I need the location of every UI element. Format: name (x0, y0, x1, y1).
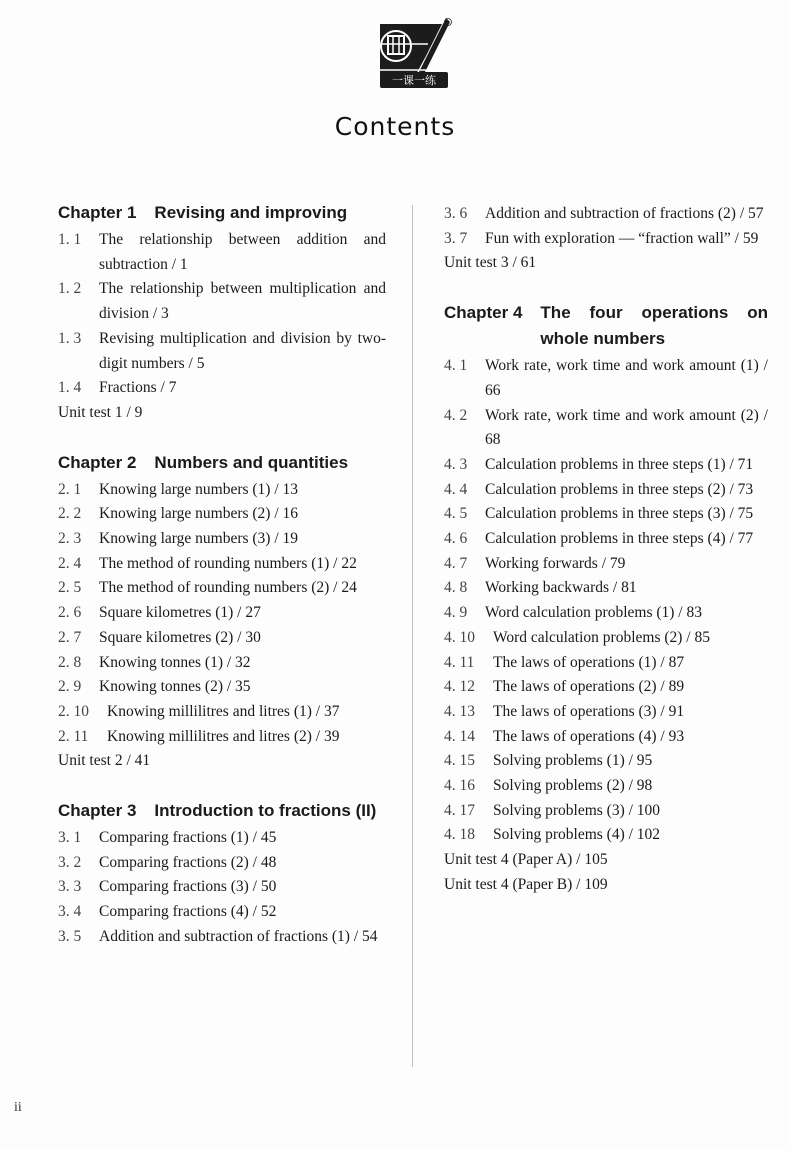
toc-entry[interactable] (444, 576, 768, 601)
entry-title: Word calculation problems (1) / 83 (485, 604, 702, 622)
toc-entry[interactable] (444, 601, 768, 626)
entry-number: 4. 11 (444, 653, 475, 671)
entry-title: Work rate, work time and work amount (2) / 68 (485, 406, 768, 449)
toc-entry[interactable] (58, 376, 386, 401)
toc-entry[interactable] (444, 202, 768, 227)
entry-title: Comparing fractions (2) / 48 (99, 853, 277, 871)
entry-number: 2. 1 (58, 480, 82, 498)
chapter-label: Chapter 3 (58, 801, 137, 821)
chapter-3-continued (444, 202, 768, 276)
toc-entry[interactable] (58, 851, 386, 876)
entry-number: 4. 12 (444, 678, 475, 696)
publisher-logo (376, 18, 452, 90)
chapter-2 (58, 450, 386, 774)
entry-title: Calculation problems in three steps (4) / 77 (485, 530, 754, 548)
entry-number: 2. 5 (58, 579, 82, 597)
entry-number: 4. 3 (444, 455, 468, 473)
toc-entry[interactable] (444, 354, 768, 403)
entry-title: Solving problems (2) / 98 (493, 777, 653, 795)
toc-entry[interactable] (444, 823, 768, 848)
entry-title: Square kilometres (1) / 27 (99, 604, 261, 622)
entry-number: 4. 16 (444, 777, 475, 795)
toc-entry[interactable] (58, 826, 386, 851)
toc-entry[interactable] (58, 925, 386, 950)
entry-number: 2. 7 (58, 628, 82, 646)
entry-title: The laws of operations (2) / 89 (493, 678, 685, 696)
entry-number: 3. 1 (58, 829, 82, 847)
entry-number: 1. 1 (58, 231, 82, 248)
toc-entry[interactable] (58, 327, 386, 376)
chapter-heading (58, 450, 386, 476)
chapter-heading (444, 300, 768, 352)
toc-entry[interactable] (444, 502, 768, 527)
entry-number: 3. 5 (58, 927, 82, 945)
entry-title: Word calculation problems (2) / 85 (493, 628, 710, 646)
toc-entry[interactable] (444, 651, 768, 676)
entry-number: 4. 10 (444, 628, 475, 646)
toc-entry[interactable] (444, 478, 768, 503)
entry-title: The laws of operations (3) / 91 (493, 702, 685, 720)
entry-title: The laws of operations (4) / 93 (493, 727, 685, 745)
entry-number: 4. 7 (444, 554, 468, 572)
entry-number: 4. 8 (444, 579, 468, 597)
entry-number: 4. 15 (444, 752, 475, 770)
entry-title: Fun with exploration — “fraction wall” / 59 (485, 229, 759, 247)
chapter-4 (444, 300, 768, 897)
unit-test-entry[interactable]: Unit test 2 / 41 (58, 752, 151, 770)
chapter-title: Numbers and quantities (154, 452, 349, 472)
entry-title: Calculation problems in three steps (3) / 75 (485, 505, 754, 523)
entry-title: Knowing tonnes (2) / 35 (99, 678, 251, 696)
toc-entry[interactable] (58, 651, 386, 676)
chapter-title: The four operations on whole numbers (540, 303, 768, 349)
entry-number: 3. 6 (444, 205, 468, 222)
toc-entry[interactable] (444, 453, 768, 478)
page-title: Contents (334, 112, 456, 141)
entry-title: The relationship between multiplication and division / 3 (99, 280, 386, 323)
entry-number: 4. 1 (444, 357, 468, 375)
entry-title: Solving problems (4) / 102 (493, 826, 661, 844)
entry-number: 4. 4 (444, 480, 468, 498)
entry-title: Calculation problems in three steps (1) / 71 (485, 455, 754, 473)
toc-entry[interactable] (58, 700, 386, 725)
entry-number: 4. 9 (444, 604, 468, 622)
toc-entry[interactable] (444, 527, 768, 552)
entry-title: Fractions / 7 (99, 379, 177, 397)
chapter-1 (58, 200, 386, 426)
entry-number: 4. 17 (444, 801, 475, 819)
entry-title: Knowing tonnes (1) / 32 (99, 653, 251, 671)
unit-test-entry[interactable]: Unit test 3 / 61 (444, 254, 537, 272)
toc-entry[interactable] (58, 527, 386, 552)
chapter-heading (58, 200, 386, 226)
entry-number: 1. 2 (58, 280, 82, 298)
page-number: ii (14, 1100, 22, 1115)
logo-text: 一课一练 (392, 74, 436, 87)
entry-number: 2. 8 (58, 653, 82, 671)
toc-entry[interactable] (444, 227, 768, 252)
chapter-label: Chapter 4 (444, 303, 523, 323)
entry-title: Knowing millilitres and litres (2) / 39 (107, 727, 340, 745)
entry-title: Square kilometres (2) / 30 (99, 628, 261, 646)
entry-title: The relationship between addition and subtraction / 1 (99, 231, 386, 273)
toc-entry[interactable] (58, 675, 386, 700)
svg-text:R: R (446, 21, 450, 26)
toc-right-column (444, 202, 768, 922)
entry-number: 4. 13 (444, 702, 475, 720)
toc-entry[interactable] (444, 675, 768, 700)
toc-entry[interactable] (444, 552, 768, 577)
entry-title: The method of rounding numbers (1) / 22 (99, 554, 357, 572)
toc-entry[interactable] (444, 725, 768, 750)
entry-number: 1. 3 (58, 329, 82, 347)
entry-number: 4. 5 (444, 505, 468, 523)
entry-title: The laws of operations (1) / 87 (493, 653, 685, 671)
entry-title: Comparing fractions (3) / 50 (99, 878, 277, 896)
unit-test-entry[interactable]: Unit test 4 (Paper A) / 105 (444, 851, 608, 869)
entry-number: 3. 3 (58, 878, 82, 896)
entry-title: The method of rounding numbers (2) / 24 (99, 579, 357, 597)
toc-entry[interactable] (444, 799, 768, 824)
toc-entry[interactable] (58, 875, 386, 900)
toc-entry[interactable] (444, 404, 768, 453)
entry-number: 3. 4 (58, 903, 82, 921)
toc-entry[interactable] (58, 900, 386, 925)
entry-number: 4. 6 (444, 530, 468, 548)
toc-entry[interactable] (58, 502, 386, 527)
unit-test-entry[interactable]: Unit test 4 (Paper B) / 109 (444, 875, 608, 893)
toc-left-column (58, 200, 386, 974)
chapter-title: Revising and improving (154, 203, 348, 222)
entry-title: Knowing large numbers (2) / 16 (99, 505, 299, 523)
toc-entry[interactable] (58, 601, 386, 626)
entry-number: 1. 4 (58, 379, 82, 397)
entry-number: 4. 14 (444, 727, 475, 745)
toc-entry[interactable] (58, 626, 386, 651)
chapter-label: Chapter 1 (58, 203, 137, 222)
entry-title: Comparing fractions (4) / 52 (99, 903, 277, 921)
toc-entry[interactable] (58, 576, 386, 601)
entry-title: Knowing millilitres and litres (1) / 37 (107, 702, 340, 720)
toc-entry[interactable] (58, 277, 386, 326)
entry-title: Addition and subtraction of fractions (2) / 57 (485, 205, 764, 222)
entry-title: Work rate, work time and work amount (1) / 66 (485, 357, 768, 399)
entry-number: 3. 7 (444, 229, 468, 247)
entry-title: Working forwards / 79 (485, 554, 626, 572)
chapter-title: Introduction to fractions (II) (154, 801, 377, 821)
entry-title: Solving problems (3) / 100 (493, 801, 661, 819)
entry-title: Knowing large numbers (1) / 13 (99, 480, 299, 498)
entry-title: Addition and subtraction of fractions (1) / 54 (99, 927, 378, 945)
entry-number: 4. 2 (444, 406, 468, 424)
toc-entry[interactable] (444, 774, 768, 799)
toc-entry[interactable] (58, 228, 386, 277)
chapter-heading (58, 798, 386, 824)
entry-number: 2. 6 (58, 604, 82, 622)
entry-title: Calculation problems in three steps (2) / 73 (485, 480, 754, 498)
toc-entry[interactable] (58, 725, 386, 750)
entry-title: Comparing fractions (1) / 45 (99, 829, 277, 847)
entry-number: 2. 11 (58, 727, 89, 745)
chapter-label: Chapter 2 (58, 452, 137, 472)
toc-entry[interactable] (58, 552, 386, 577)
chapter-3 (58, 798, 386, 950)
column-divider (412, 205, 413, 1067)
entry-title: Knowing large numbers (3) / 19 (99, 530, 299, 548)
entry-title: Working backwards / 81 (485, 579, 637, 597)
entry-title: Solving problems (1) / 95 (493, 752, 653, 770)
unit-test-entry[interactable]: Unit test 1 / 9 (58, 403, 143, 421)
toc-entry[interactable] (444, 749, 768, 774)
entry-number: 2. 3 (58, 530, 82, 548)
entry-number: 2. 4 (58, 554, 82, 572)
toc-entry[interactable] (444, 626, 768, 651)
entry-number: 2. 2 (58, 505, 82, 523)
toc-entry[interactable] (444, 700, 768, 725)
entry-number: 4. 18 (444, 826, 475, 844)
entry-number: 2. 10 (58, 702, 89, 720)
entry-title: Revising multiplication and division by two-digit numbers / 5 (99, 329, 386, 372)
entry-number: 3. 2 (58, 853, 82, 871)
toc-entry[interactable] (58, 478, 386, 503)
entry-number: 2. 9 (58, 678, 82, 696)
